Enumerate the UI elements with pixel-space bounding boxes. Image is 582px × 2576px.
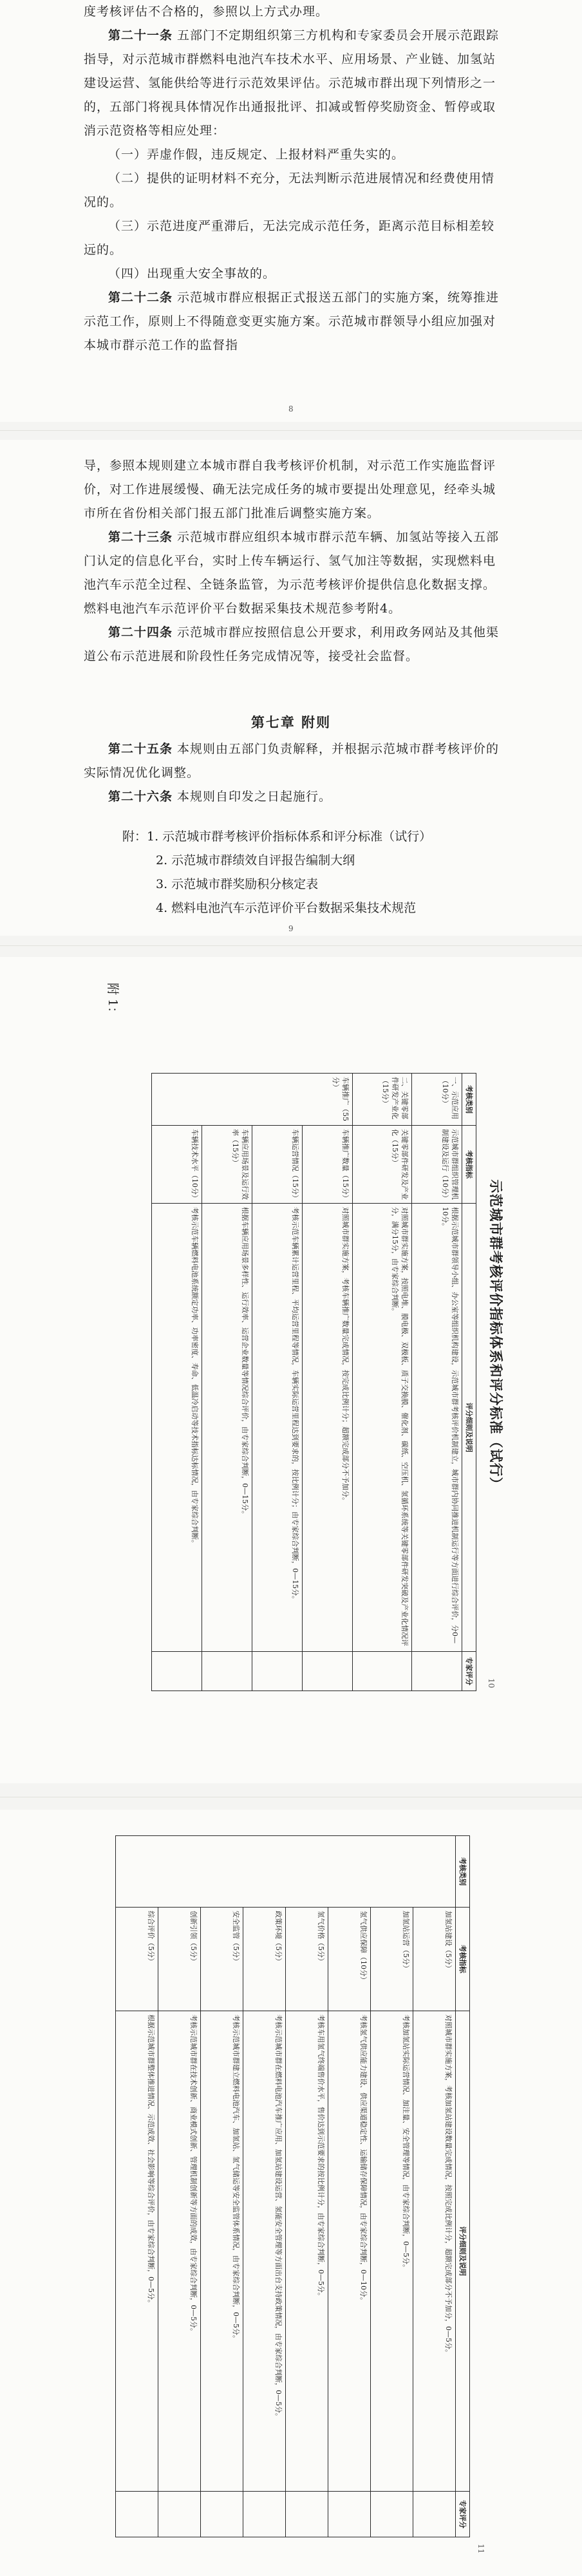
- indicator-cell: 加氢站运营（5分）: [371, 1908, 413, 2011]
- table-row: [412, 1074, 462, 1691]
- table-row: [286, 1836, 328, 2537]
- header-indicator: 考核指标: [462, 1126, 476, 1204]
- attachment-item: 4. 燃料电池汽车示范评价平台数据采集技术规范: [156, 901, 417, 915]
- score-cell[interactable]: [201, 2492, 243, 2537]
- indicator-cell: 氢气价格（5分）: [286, 1908, 328, 2011]
- score-cell[interactable]: [158, 2492, 201, 2537]
- table-row: [243, 1836, 286, 2537]
- indicator-cell: 车辆运营情况（15分）: [252, 1126, 303, 1204]
- header-category: 考核类别: [456, 1836, 470, 1908]
- detail-cell: 考核示范城市群建立燃料电池汽车、加氢站、氢气储运等安全监管体系情况，由专家综合判断，0—5分。: [201, 2011, 243, 2492]
- table-row: [158, 1836, 201, 2537]
- paragraph: （四）出现重大安全事故的。: [108, 267, 276, 281]
- score-cell[interactable]: [371, 2492, 413, 2537]
- table-row: [252, 1074, 303, 1691]
- paragraph: 导，参照本规则建立本城市群自我考核评价机制，对示范工作实施监督评价，对工作进展缓慢、确无法完成任务的城市要提出处理意见，经牵头城市所在省份相关部门报五部门批准后调整实施方案。: [84, 459, 496, 520]
- detail-cell: 考核示范车辆燃料电池系统额定功率、功率密度、寿命、低温冷启动等技术指标达标情况，由专家综合判断。: [152, 1204, 202, 1652]
- score-cell[interactable]: [202, 1652, 252, 1691]
- table-header-row: [456, 1836, 470, 2537]
- paragraph: （二）提供的证明材料不充分，无法判断示范进展情况和经费使用情况的。: [84, 171, 495, 209]
- score-cell[interactable]: [303, 1652, 353, 1691]
- score-cell[interactable]: [116, 2492, 158, 2537]
- category-cell: 一、示范应用（10分）: [412, 1074, 462, 1126]
- document-page-10: [0, 957, 582, 1783]
- page-divider: [0, 945, 582, 946]
- indicator-cell: 示范城市群组织管理机制建设及运行（10分）: [412, 1126, 462, 1204]
- table-row: [353, 1074, 412, 1691]
- page-number: 11: [476, 2544, 485, 2554]
- detail-cell: 考核示范城市群在技术创新、商业模式创新、管理机制创新等方面的成效，由专家综合判断，0—5分。: [158, 2011, 201, 2492]
- indicator-cell: 车辆技术水平（10分）: [152, 1126, 202, 1204]
- detail-cell: 对照城市群实施方案，考核车辆推广数量完成情况，按完成比例计分；超额完成部分不予加分。: [303, 1204, 353, 1652]
- indicator-cell: 政策环境（5分）: [243, 1908, 286, 2011]
- score-cell[interactable]: [152, 1652, 202, 1691]
- table-header-row: [462, 1074, 476, 1691]
- table-row: [201, 1836, 243, 2537]
- score-cell[interactable]: [412, 1652, 462, 1691]
- header-detail: 评分细则及说明: [462, 1204, 476, 1652]
- table-row: [116, 1836, 158, 2537]
- document-page-9: [0, 440, 582, 936]
- chapter-heading: 第七章 附则: [250, 714, 332, 730]
- attachment-item: 3. 示范城市群奖励积分核定表: [156, 877, 319, 891]
- table-row: [202, 1074, 252, 1691]
- article-21: 第二十一条 五部门不定期组织第三方机构和专家委员会开展示范跟踪指导，对示范城市群燃料电池汽车技术水平、应用场景、产业链、加氢站建设运营、氢能供给等进行示范效果评估。示范城市群出现下列情形之一的，五部门将视具体情况作出通报批评、扣减或暂停奖励资金、暂停或取消示范资格等相应处理：: [84, 28, 500, 138]
- paragraph: 度考核评估不合格的，参照以上方式办理。: [84, 5, 329, 19]
- score-cell[interactable]: [328, 2492, 371, 2537]
- detail-cell: 考核加氢站实际运营情况、加注量、安全管理等情况，由专家综合判断，0—5分。: [371, 2011, 413, 2492]
- header-category: 考核类别: [462, 1074, 476, 1126]
- score-cell[interactable]: [413, 2492, 456, 2537]
- detail-cell: 考核氢气供应能力建设、供应渠道稳定性、运输储存保障情况，由专家综合判断，0—10分。: [328, 2011, 371, 2492]
- attachments-list: [122, 825, 509, 920]
- page-number: 10: [487, 1678, 496, 1689]
- category-cell: 二、关键零部件研发产业化（15分）: [353, 1074, 412, 1126]
- category-cell: [116, 1836, 456, 1908]
- page-9-body: [84, 454, 502, 668]
- indicator-cell: 创新引领（5分）: [158, 1908, 201, 2011]
- page-divider: [0, 430, 582, 431]
- page-number: 9: [288, 924, 294, 933]
- rotated-table-page: [64, 1810, 509, 2576]
- category-cell: 车辆推广（55分）: [152, 1074, 353, 1126]
- paragraph: （一）弄虚作假，违反规定、上报材料严重失实的。: [108, 147, 405, 162]
- detail-cell: 根据示范城市群整体推进情况、示范成效、社会影响等综合评价，由专家综合判断，0—5分。: [116, 2011, 158, 2492]
- evaluation-table: [151, 1073, 476, 1691]
- article-23: 第二十三条 示范城市群应组织本城市群示范车辆、加氢站等接入五部门认定的信息化平台，实时上传车辆运行、氢气加注等数据，实现燃料电池汽车示范全过程、全链条监管，为示范考核评价提供信息化数据支撑。燃料电池汽车示范评价平台数据采集技术规范参考附4。: [84, 530, 500, 616]
- score-cell[interactable]: [353, 1652, 412, 1691]
- indicator-cell: 加氢站建设（5分）: [413, 1908, 456, 2011]
- detail-cell: 考核示范车辆累计运营里程、平均运营里程等情况，车辆实际运营里程达到要求的，按比例计分；由专家综合判断，0—15分。: [252, 1204, 303, 1652]
- article-25: 第二十五条 本规则由五部门负责解释，并根据示范城市群考核评价的实际情况优化调整。: [84, 742, 500, 780]
- indicator-cell: 车辆应用场景及运行效率（15分）: [202, 1126, 252, 1204]
- page-9-body-2: [84, 737, 502, 809]
- rotated-table-page: [64, 957, 515, 1714]
- indicator-cell: 关键零部件研发及产业化（15分）: [353, 1126, 412, 1204]
- detail-cell: 对照城市群实施方案，按照电堆、膜电极、双极板、质子交换膜、催化剂、碳纸、空压机、氢循环系统等关键零部件研发突破及产业化情况评分，满分15分，由专家综合判断。: [353, 1204, 412, 1652]
- document-page-11: [0, 1810, 582, 2576]
- attachment-label: 附 1：: [106, 983, 120, 1019]
- indicator-cell: 综合评价（5分）: [116, 1908, 158, 2011]
- paragraph: （三）示范进度严重滞后，无法完成示范任务，距离示范目标相差较远的。: [84, 219, 495, 257]
- table-row: [303, 1074, 353, 1691]
- article-26: 第二十六条 本规则自印发之日起施行。: [108, 790, 332, 804]
- indicator-cell: 车辆推广数量（15分）: [303, 1126, 353, 1204]
- detail-cell: 考核车用氢气终端售价水平，售价达到示范要求的按比例计分，由专家综合判断，0—5分。: [286, 2011, 328, 2492]
- page-8-body: [84, 0, 502, 357]
- header-expert-score: 专家评分: [456, 2492, 470, 2537]
- header-detail: 评分细则及说明: [456, 2011, 470, 2492]
- detail-cell: 根据车辆应用场景多样性、运行效率、运营企业数量等情况综合评价，由专家综合判断，0—15分。: [202, 1204, 252, 1652]
- detail-cell: 根据示范城市群领导小组、办公室等组织机构建设，示范城市群考核评价机制建立，城市群内协同推进机制运行等方面进行综合评价，分0—10分。: [412, 1204, 462, 1652]
- score-cell[interactable]: [252, 1652, 303, 1691]
- page-number: 8: [288, 404, 294, 413]
- attachment-item: 2. 示范城市群绩效自评报告编制大纲: [156, 853, 355, 867]
- indicator-cell: 氢气供应保障（10分）: [328, 1908, 371, 2011]
- table-row: [371, 1836, 413, 2537]
- header-indicator: 考核指标: [456, 1908, 470, 2011]
- detail-cell: 考核示范城市群在燃料电池汽车推广应用、加氢站建设运营、氢能安全管理等方面出台支持政策情况，由专家综合判断，0—5分。: [243, 2011, 286, 2492]
- attachment-item: 附：1. 示范城市群考核评价指标体系和评分标准（试行）: [122, 829, 432, 844]
- document-page-8: [0, 0, 582, 422]
- table-row: [152, 1074, 202, 1691]
- table-row: [328, 1836, 371, 2537]
- table-title: 示范城市群考核评价指标体系和评分标准（试行）: [488, 1179, 504, 1492]
- header-expert-score: 专家评分: [462, 1652, 476, 1691]
- score-cell[interactable]: [243, 2492, 286, 2537]
- evaluation-table-continued: [115, 1835, 470, 2537]
- score-cell[interactable]: [286, 2492, 328, 2537]
- indicator-cell: 安全监管（5分）: [201, 1908, 243, 2011]
- detail-cell: 对照城市群实施方案，考核加氢站建设数量完成情况，按照完成比例计分，超额完成部分不予加分，0—5分。: [413, 2011, 456, 2492]
- article-22: 第二十二条 示范城市群应根据正式报送五部门的实施方案，统筹推进示范工作，原则上不得随意变更实施方案。示范城市群领导小组应加强对本城市群示范工作的监督指: [84, 290, 500, 352]
- article-24: 第二十四条 示范城市群应按照信息公开要求，利用政务网站及其他渠道公布示范进展和阶段性任务完成情况等，接受社会监督。: [84, 625, 500, 663]
- table-row: [413, 1836, 456, 2537]
